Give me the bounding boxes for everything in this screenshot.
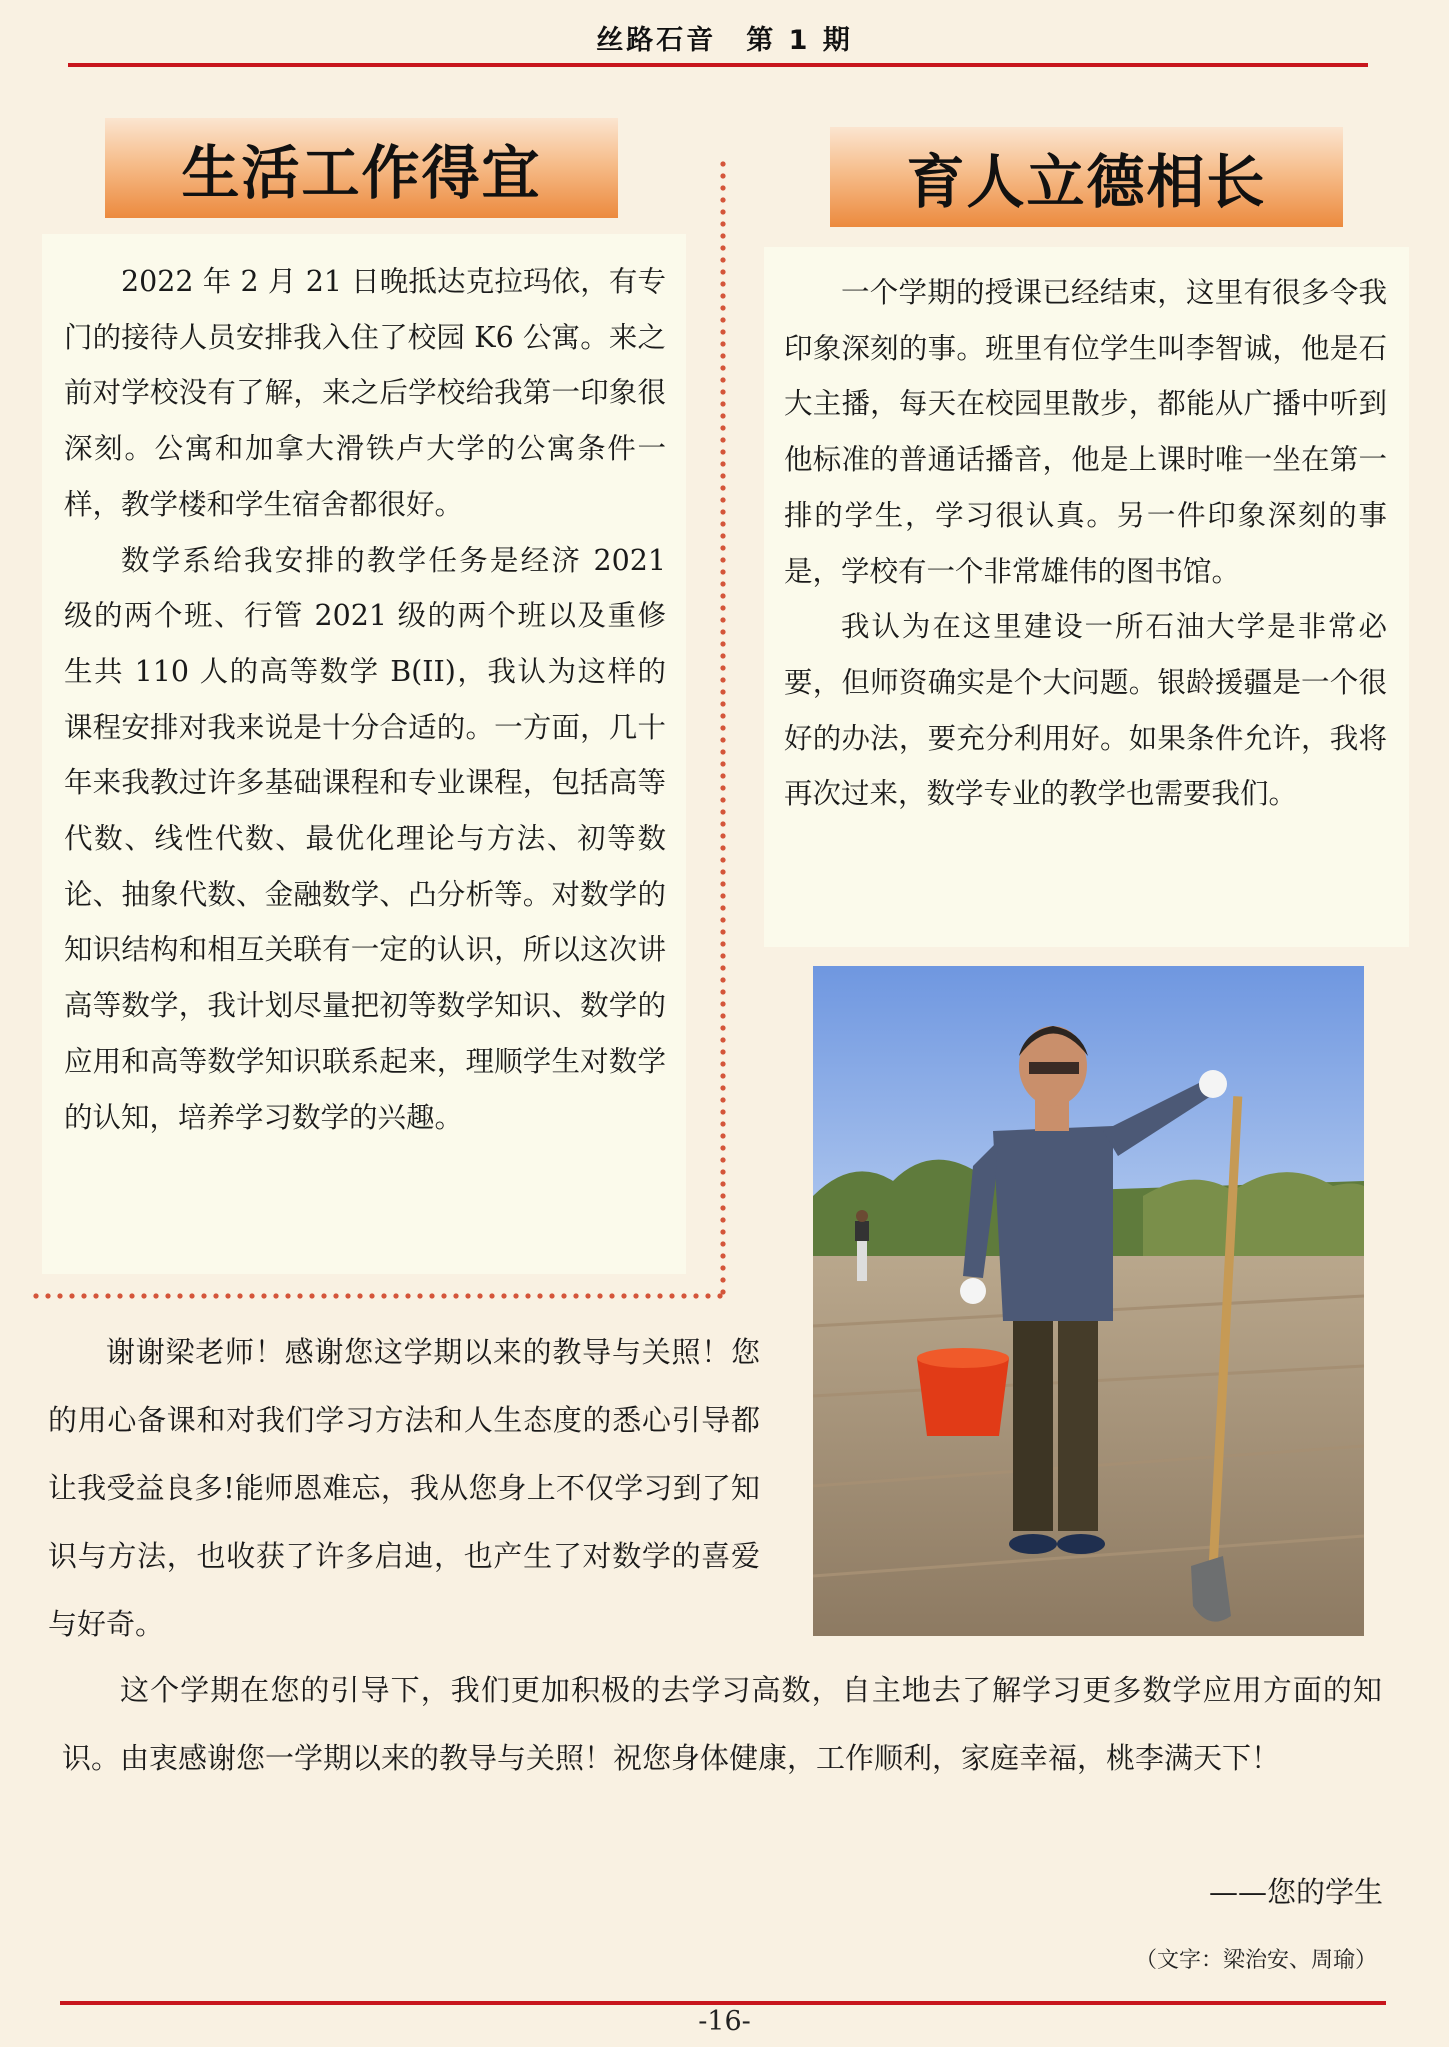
dotted-divider-vertical bbox=[720, 158, 726, 1296]
page-number: -16- bbox=[698, 2006, 751, 2037]
teacher-photo bbox=[813, 966, 1364, 1636]
right-section-title: 育人立德相长 bbox=[830, 127, 1343, 227]
left-article-box bbox=[42, 234, 686, 1274]
signoff: ——您的学生 bbox=[1208, 1875, 1383, 1909]
header-rule bbox=[68, 63, 1368, 67]
left-paragraph-2: 数学系给我安排的教学任务是经济 2021 级的两个班、行管 2021 级的两个班以及重修生共 110 人的高等数学 B(II)，我认为这样的课程安排对我来说是十分合适的。一方面，几十年来我教过许多基础课程和专业课程，包括高等代数、线性代数、最优化理论与方法、初等数论、抽象代数、金融数学、凸分析等。对数学的知识结构和相互关联有一定的认识，所以这次讲高等数学，我计划尽量把初等数学知识、数学的应用和高等数学知识联系起来，理顺学生对数学的认知，培养学习数学的兴趣。 bbox=[64, 543, 666, 1134]
thanks-paragraph: 谢谢梁老师！感谢您这学期以来的教导与关照！您的用心备课和对我们学习方法和人生态度的悉心引导都让我受益良多!能师恩难忘，我从您身上不仅学习到了知识与方法，也收获了许多启迪，也产生了对数学的喜爱与好奇。 bbox=[48, 1335, 760, 1641]
right-article-box bbox=[764, 247, 1409, 947]
right-paragraph-1: 一个学期的授课已经结束，这里有很多令我印象深刻的事。班里有位学生叫李智诚，他是石大主播，每天在校园里散步，都能从广播中听到他标准的普通话播音，他是上课时唯一坐在第一排的学生，学习很认真。另一件印象深刻的事是，学校有一个非常雄伟的图书馆。 bbox=[784, 276, 1387, 588]
right-paragraph-2: 我认为在这里建设一所石油大学是非常必要，但师资确实是个大问题。银龄援疆是一个很好的办法，要充分利用好。如果条件允许，我将再次过来，数学专业的教学也需要我们。 bbox=[784, 610, 1387, 811]
left-section-title: 生活工作得宜 bbox=[105, 118, 618, 218]
author-credit: （文字：梁治安、周瑜） bbox=[1134, 1948, 1377, 1973]
closing-paragraph: 这个学期在您的引导下，我们更加积极的去学习高数，自主地去了解学习更多数学应用方面的知识。由衷感谢您一学期以来的教导与关照！祝您身体健康，工作顺利，家庭幸福，桃李满天下！ bbox=[62, 1673, 1382, 1775]
issue-number: 第 1 期 bbox=[746, 25, 853, 56]
left-paragraph-1: 2022 年 2 月 21 日晚抵达克拉玛依，有专门的接待人员安排我入住了校园 K6 公寓。来之前对学校没有了解，来之后学校给我第一印象很深刻。公寓和加拿大滑铁卢大学的公寓条件一样，教学楼和学生宿舍都很好。 bbox=[64, 265, 666, 521]
closing-text bbox=[62, 1656, 1382, 1792]
publication-header bbox=[0, 18, 1449, 57]
thanks-text bbox=[48, 1318, 760, 1658]
dotted-divider-horizontal bbox=[30, 1293, 724, 1299]
footer-rule bbox=[60, 2001, 1386, 2005]
publication-name: 丝路石音 bbox=[596, 25, 717, 56]
